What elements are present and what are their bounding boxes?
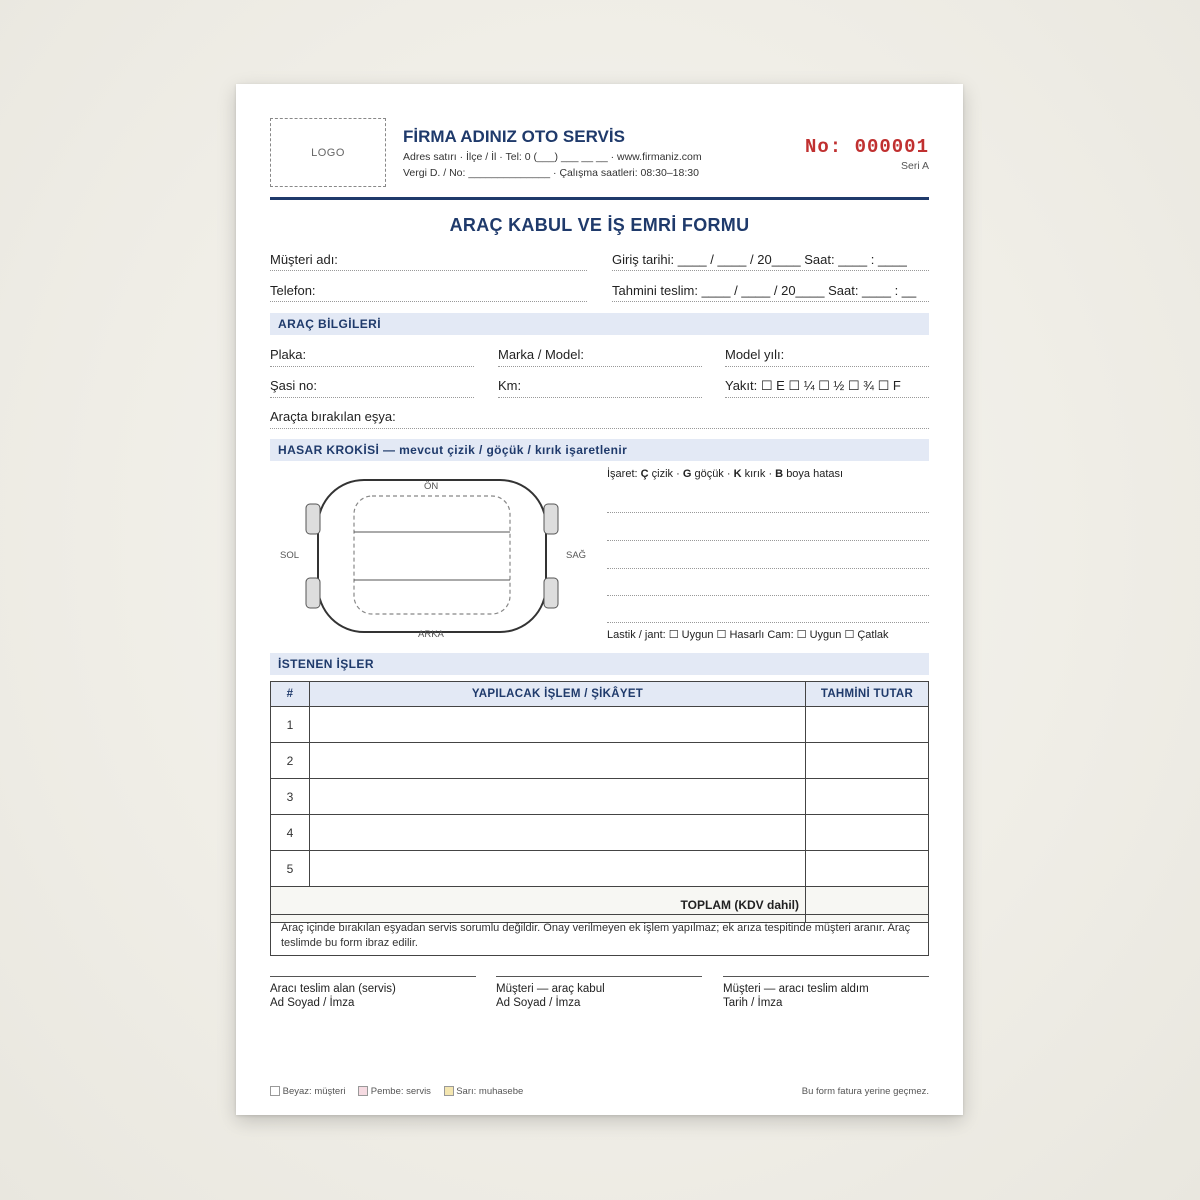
- signature-block-customer-delivery: [723, 982, 869, 1010]
- signature-fields: Ad Soyad / İmza: [270, 997, 355, 1009]
- copy-label: Beyaz: müşteri: [282, 1086, 346, 1097]
- legend-code-k: K: [733, 468, 742, 480]
- signature-role: Müşteri — araç kabul: [496, 983, 605, 995]
- legend-text-b: boya hatası: [786, 468, 844, 480]
- col-num-header: #: [271, 682, 310, 707]
- job-desc-cell[interactable]: [310, 779, 806, 815]
- logo-label: LOGO: [311, 146, 345, 159]
- job-desc-cell[interactable]: [310, 707, 806, 743]
- wheel-rear-right: [544, 578, 558, 608]
- phone-label: Telefon:: [270, 283, 316, 298]
- damage-note-line[interactable]: [607, 512, 929, 513]
- col-desc-header: YAPILACAK İŞLEM / ŞİKÂYET: [310, 682, 806, 707]
- model-year-field[interactable]: [725, 366, 929, 367]
- entry-date-field[interactable]: [612, 270, 929, 271]
- model-year-label: Model yılı:: [725, 347, 785, 362]
- car-cabin-outline: [354, 496, 510, 614]
- chassis-label: Şasi no:: [270, 378, 317, 393]
- damage-note-line[interactable]: [607, 568, 929, 569]
- fuel-field-line: [725, 397, 929, 398]
- section-damage-sketch: HASAR KROKİSİ — mevcut çizik / göçük / kırık işaretlenir: [270, 439, 929, 461]
- customer-name-label: Müşteri adı:: [270, 252, 338, 267]
- job-desc-cell[interactable]: [310, 851, 806, 887]
- legend-code-b: B: [775, 468, 784, 480]
- car-top-view-diagram[interactable]: [276, 474, 606, 642]
- legend-code-g: G: [682, 468, 692, 480]
- legend-text-k: kırık ·: [744, 468, 773, 480]
- signature-block-customer-accept: [496, 982, 605, 1010]
- row-number: 4: [271, 815, 310, 851]
- legend-code-c: Ç: [640, 468, 649, 480]
- wheel-rear-left: [306, 578, 320, 608]
- total-label: TOPLAM (KDV dahil): [271, 887, 806, 923]
- diagram-left-label: SOL: [280, 550, 300, 561]
- jobs-table: [270, 681, 929, 923]
- copy-swatch-yellow: [444, 1086, 454, 1096]
- damage-note-line[interactable]: [607, 622, 929, 623]
- copy-label: Pembe: servis: [370, 1086, 431, 1097]
- logo-placeholder: [270, 118, 386, 187]
- col-amount-header: TAHMİNİ TUTAR: [806, 682, 929, 707]
- signature-fields: Ad Soyad / İmza: [496, 997, 581, 1009]
- job-desc-cell[interactable]: [310, 743, 806, 779]
- copy-label: Sarı: muhasebe: [456, 1086, 524, 1097]
- job-amount-cell[interactable]: [806, 743, 929, 779]
- signature-block-service: [270, 982, 396, 1010]
- signature-role: Aracı teslim alan (servis): [270, 983, 396, 995]
- left-items-label: Araçta bırakılan eşya:: [270, 409, 396, 424]
- damage-note-line[interactable]: [607, 540, 929, 541]
- legend-text-g: göçük ·: [694, 468, 731, 480]
- brand-model-field[interactable]: [498, 366, 702, 367]
- row-number: 3: [271, 779, 310, 815]
- signature-role: Müşteri — aracı teslim aldım: [723, 983, 869, 995]
- table-row: [271, 779, 929, 815]
- company-name: FİRMA ADINIZ OTO SERVİS: [403, 127, 625, 146]
- km-field[interactable]: [498, 397, 702, 398]
- plate-field[interactable]: [270, 366, 474, 367]
- terms-note: Araç içinde bırakılan eşyadan servis sorumlu değildir. Onay verilmeyen ek işlem yapılmaz; ek arıza tespitinde müşteri aranır. Araç teslimde bu form ibraz edilir.: [270, 914, 929, 956]
- table-row: [271, 743, 929, 779]
- company-tax-hours: Vergi D. / No: ______________ · Çalışma saatleri: 08:30–18:30: [403, 167, 699, 179]
- form-number: No: 000001: [804, 136, 929, 158]
- table-row: [271, 851, 929, 887]
- row-number: 5: [271, 851, 310, 887]
- row-number: 2: [271, 743, 310, 779]
- diagram-right-label: SAĞ: [566, 550, 587, 561]
- copy-color-legend: [270, 1086, 523, 1097]
- row-number: 1: [271, 707, 310, 743]
- company-address: Adres satırı · İlçe / İl · Tel: 0 (___) ___ __ __ · www.firmaniz.com: [403, 151, 702, 163]
- legend-text-c: çizik ·: [651, 468, 680, 480]
- car-body-outline: [318, 480, 546, 632]
- delivery-date-label: Tahmini teslim: ____ / ____ / 20____ Saat: ____ : __: [612, 283, 917, 298]
- left-items-field[interactable]: [270, 428, 929, 429]
- table-row: [271, 707, 929, 743]
- diagram-front-label: ÖN: [424, 481, 439, 492]
- diagram-back-label: ARKA: [418, 629, 444, 640]
- wheel-front-right: [544, 504, 558, 534]
- brand-model-label: Marka / Model:: [498, 347, 584, 362]
- job-amount-cell[interactable]: [806, 707, 929, 743]
- wheel-front-left: [306, 504, 320, 534]
- legend-prefix: İşaret:: [607, 468, 638, 480]
- form-series: Seri A: [900, 160, 929, 172]
- damage-note-line[interactable]: [607, 595, 929, 596]
- job-amount-cell[interactable]: [806, 851, 929, 887]
- plate-label: Plaka:: [270, 347, 307, 362]
- section-requested-jobs: İSTENEN İŞLER: [270, 653, 929, 675]
- customer-name-field[interactable]: [270, 270, 587, 271]
- signature-line-customer-delivery[interactable]: [723, 976, 929, 977]
- fuel-level-checkboxes[interactable]: Yakıt: ☐ E ☐ ¼ ☐ ½ ☐ ¾ ☐ F: [725, 378, 901, 393]
- tire-glass-checkboxes[interactable]: Lastik / jant: ☐ Uygun ☐ Hasarlı Cam: ☐ Uygun ☐ Çatlak: [607, 629, 889, 641]
- signature-line-service[interactable]: [270, 976, 476, 977]
- job-desc-cell[interactable]: [310, 815, 806, 851]
- job-amount-cell[interactable]: [806, 779, 929, 815]
- chassis-field[interactable]: [270, 397, 474, 398]
- damage-legend: [607, 468, 843, 480]
- copy-swatch-pink: [358, 1086, 368, 1096]
- km-label: Km:: [498, 378, 522, 393]
- copy-swatch-white: [270, 1086, 280, 1096]
- invoice-disclaimer: Bu form fatura yerine geçmez.: [801, 1086, 929, 1097]
- signature-fields: Tarih / İmza: [723, 997, 783, 1009]
- signature-line-customer-accept[interactable]: [496, 976, 702, 977]
- table-row: [271, 815, 929, 851]
- form-title: ARAÇ KABUL VE İŞ EMRİ FORMU: [449, 215, 750, 235]
- section-vehicle-info: ARAÇ BİLGİLERİ: [270, 313, 929, 335]
- phone-field[interactable]: [270, 301, 587, 302]
- form-sheet: [236, 84, 963, 1115]
- header-divider: [270, 197, 929, 200]
- entry-date-label: Giriş tarihi: ____ / ____ / 20____ Saat: ____ : ____: [612, 252, 907, 267]
- job-amount-cell[interactable]: [806, 815, 929, 851]
- delivery-date-field[interactable]: [612, 301, 929, 302]
